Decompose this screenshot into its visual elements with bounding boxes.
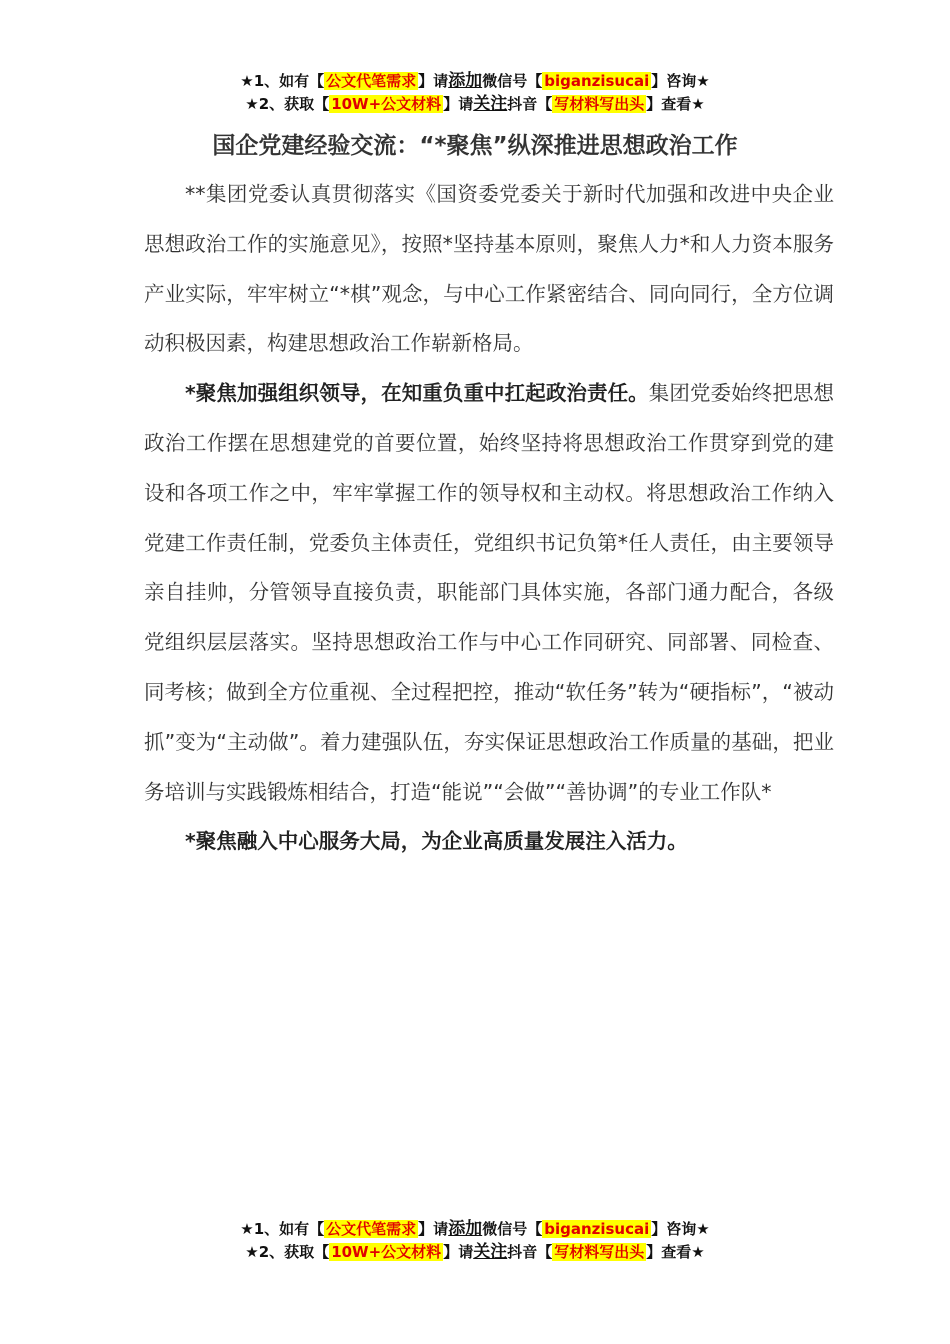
promo-line-2 xyxy=(0,93,950,116)
promo-text: 】咨询★ xyxy=(651,72,710,90)
promo-highlight: 写材料写出头 xyxy=(554,1243,645,1261)
promo-highlight: 10W+公文材料 xyxy=(331,95,442,113)
promo-text: ★2、获取【 xyxy=(245,1243,330,1261)
promo-line-1 xyxy=(0,1218,950,1241)
promo-line-1 xyxy=(0,70,950,93)
promo-text: 】请 xyxy=(443,1243,474,1261)
document-body xyxy=(144,170,834,867)
promo-highlight: 公文代笔需求 xyxy=(326,72,417,90)
promo-text: 】查看★ xyxy=(646,1243,705,1261)
promo-banner-top xyxy=(0,70,950,116)
promo-text: 】请 xyxy=(418,1220,449,1238)
promo-text: 微信号【 xyxy=(482,1220,543,1238)
promo-text: 】请 xyxy=(418,72,449,90)
promo-text: ★2、获取【 xyxy=(245,95,330,113)
section-heading: *聚焦融入中心服务大局，为企业高质量发展注入活力。 xyxy=(185,829,688,854)
paragraph-organization xyxy=(144,369,834,817)
promo-emphasis: 添加 xyxy=(448,71,483,91)
promo-text: 】咨询★ xyxy=(651,1220,710,1238)
section-heading: *聚焦加强组织领导，在知重负重中扛起政治责任。 xyxy=(185,381,649,406)
promo-banner-bottom xyxy=(0,1218,950,1264)
document-title: 国企党建经验交流：“*聚焦”纵深推进思想政治工作 xyxy=(212,133,738,159)
promo-highlight: 10W+公文材料 xyxy=(331,1243,442,1261)
promo-text: 抖音【 xyxy=(507,95,553,113)
promo-emphasis: 添加 xyxy=(448,1219,483,1239)
promo-highlight: biganzisucai xyxy=(544,72,650,90)
paragraph-center-service xyxy=(144,817,834,867)
promo-highlight: biganzisucai xyxy=(544,1220,650,1238)
paragraph-intro: **集团党委认真贯彻落实《国资委党委关于新时代加强和改进中央企业思想政治工作的实施意见》，按照*坚持基本原则，聚焦人力*和人力资本服务产业实际，牢牢树立“*棋”观念，与中心工作紧密结合、同向同行，全方位调动积极因素，构建思想政治工作崭新格局。 xyxy=(144,182,834,356)
promo-text: 】请 xyxy=(443,95,474,113)
promo-line-2 xyxy=(0,1241,950,1264)
promo-text: 微信号【 xyxy=(482,72,543,90)
promo-emphasis: 关注 xyxy=(473,94,508,114)
promo-highlight: 公文代笔需求 xyxy=(326,1220,417,1238)
promo-emphasis: 关注 xyxy=(473,1242,508,1262)
promo-text: ★1、如有【 xyxy=(240,1220,325,1238)
promo-text: 】查看★ xyxy=(646,95,705,113)
promo-highlight: 写材料写出头 xyxy=(554,95,645,113)
paragraph-text: 集团党委始终把思想政治工作摆在思想建党的首要位置，始终坚持将思想政治工作贯穿到党的建设和各项工作之中，牢牢掌握工作的领导权和主动权。将思想政治工作纳入党建工作责任制，党委负主体责任，党组织书记负第*任人责任，由主要领导亲自挂帅，分管领导直接负责，职能部门具体实施，各部门通力配合，各级党组织层层落实。坚持思想政治工作与中心工作同研究、同部署、同检查、同考核；做到全方位重视、全过程把控，推动“软任务”转为“硬指标”，“被动抓”变为“主动做”。着力建强队伍，夯实保证思想政治工作质量的基础，把业务培训与实践锻炼相结合，打造“能说”“会做”“善协调”的专业工作队* xyxy=(144,381,834,804)
promo-text: 抖音【 xyxy=(507,1243,553,1261)
promo-text: ★1、如有【 xyxy=(240,72,325,90)
